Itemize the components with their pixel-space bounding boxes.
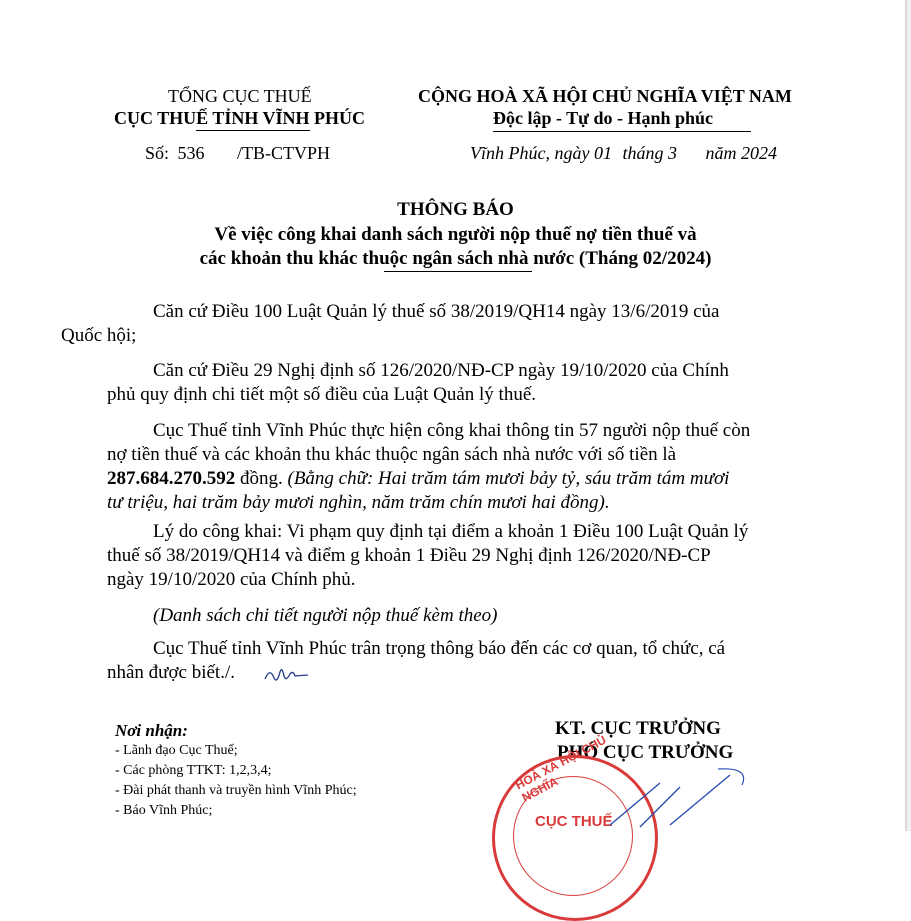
doc-number — [145, 142, 330, 164]
initials-scribble — [262, 664, 312, 686]
paragraph-legal-basis-2 — [107, 359, 813, 407]
doc-number-prefix: Số: — [145, 143, 170, 163]
agency-parent: TỔNG CỤC THUẾ — [168, 86, 312, 106]
signature-title-line2: PHÓ CỤC TRƯỞNG — [557, 742, 734, 763]
paragraph-line: thuế số 38/2019/QH14 và điểm g khoản 1 Điều 29 Nghị định 126/2020/NĐ-CP — [107, 545, 711, 566]
date-month: 3 — [668, 143, 677, 163]
paragraph-line: Căn cứ Điều 100 Luật Quản lý thuế số 38/2019/QH14 ngày 13/6/2019 của — [153, 301, 720, 322]
paragraph-line: ngày 19/10/2020 của Chính phủ. — [107, 569, 356, 590]
date-year-label: năm — [705, 143, 737, 163]
page-edge-shadow — [907, 0, 911, 831]
paragraph-attachment-note — [107, 604, 813, 628]
recipients-block — [115, 721, 357, 821]
doc-number-suffix: /TB-CTVPH — [237, 143, 331, 163]
doc-number-value: 536 — [177, 143, 205, 163]
paragraph-line: Quốc hội; — [61, 325, 137, 346]
motto-underline — [493, 131, 751, 132]
agency-underline — [196, 130, 310, 131]
amount-in-words: (Bằng chữ: Hai trăm tám mươi bảy tỷ, sáu trăm tám mươi — [282, 468, 730, 489]
agency-name: CỤC THUẾ TỈNH VĨNH PHÚC — [114, 108, 366, 128]
paragraph-line: tư triệu, hai trăm bảy mươi nghìn, năm trăm chín mươi hai đồng). — [107, 492, 610, 513]
paragraph-line: nợ tiền thuế và các khoản thu khác thuộc ngân sách nhà nước với số tiền là — [107, 444, 677, 465]
document-title: THÔNG BÁO — [397, 199, 514, 220]
debt-amount: 287.684.270.592 — [107, 468, 236, 489]
paragraph-legal-basis-1 — [61, 300, 813, 348]
paragraph-line — [61, 467, 813, 491]
document-subtitle-line1: Về việc công khai danh sách người nộp thuế nợ tiền thuế và — [214, 224, 697, 245]
paragraph-line: Căn cứ Điều 29 Nghị định số 126/2020/NĐ-CP ngày 19/10/2020 của Chính — [153, 360, 729, 381]
document-subtitle-line2: các khoản thu khác thuộc ngân sách nhà nước (Tháng 02/2024) — [199, 248, 712, 269]
national-motto: Độc lập - Tự do - Hạnh phúc — [493, 108, 714, 128]
signature-strokes — [600, 765, 760, 831]
country-name: CỘNG HOÀ XÃ HỘI CHỦ NGHĨA VIỆT NAM — [418, 86, 792, 106]
seal-center-text: CỤC THUẾ — [535, 813, 613, 830]
paragraph-line: (Danh sách chi tiết người nộp thuế kèm theo) — [153, 605, 498, 626]
date-month-label: tháng — [622, 143, 664, 163]
date-place: Vĩnh Phúc, ngày — [470, 143, 590, 163]
paragraph-disclosure — [107, 419, 813, 515]
paragraph-closing — [107, 637, 813, 685]
signature-title-line1: KT. CỤC TRƯỞNG — [555, 718, 721, 739]
debt-unit: đồng. — [235, 468, 283, 489]
paragraph-line: Lý do công khai: Vi phạm quy định tại điểm a khoản 1 Điều 100 Luật Quản lý — [153, 521, 749, 542]
issue-date — [470, 142, 777, 164]
recipient-item: - Báo Vĩnh Phúc; — [115, 803, 213, 818]
paragraph-reason — [107, 520, 813, 592]
paragraph-line: Cục Thuế tỉnh Vĩnh Phúc trân trọng thông báo đến các cơ quan, tổ chức, cá — [153, 638, 726, 659]
paragraph-line: Cục Thuế tỉnh Vĩnh Phúc thực hiện công khai thông tin 57 người nộp thuế còn — [153, 420, 751, 441]
recipients-title: Nơi nhận: — [115, 721, 188, 740]
paragraph-line: nhân được biết./. — [107, 662, 235, 683]
title-underline — [384, 271, 532, 272]
recipient-item: - Lãnh đạo Cục Thuế; — [115, 743, 238, 758]
paragraph-line: phủ quy định chi tiết một số điều của Luật Quản lý thuế. — [107, 384, 537, 405]
seal-ring-text: HOÀ XÃ HỘI CHỦ NGHĨA — [513, 732, 609, 805]
date-year: 2024 — [741, 143, 777, 163]
recipient-item: - Các phòng TTKT: 1,2,3,4; — [115, 763, 272, 778]
recipient-item: - Đài phát thanh và truyền hình Vĩnh Phúc; — [115, 783, 357, 798]
date-day: 01 — [593, 143, 612, 163]
